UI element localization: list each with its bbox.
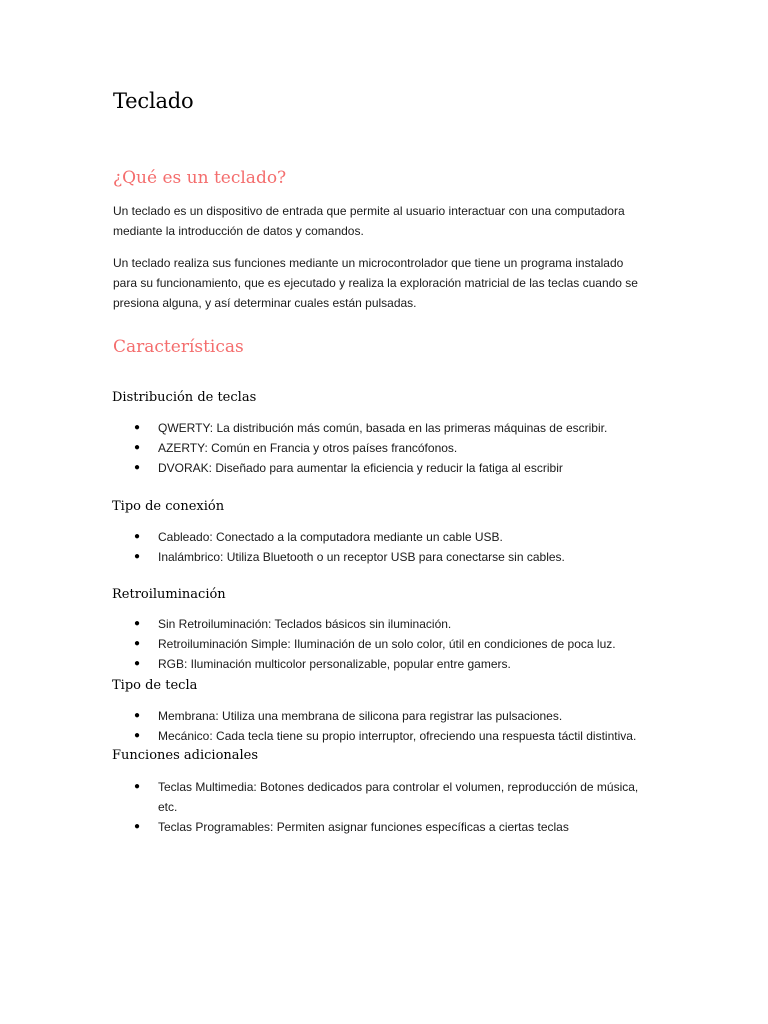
bullet-icon: ●: [134, 638, 141, 649]
paragraph-line: presiona alguna, y así determinar cuales están pulsadas.: [113, 296, 417, 310]
subheading-distribucion-de-teclas: Distribución de teclas: [112, 390, 257, 405]
bullet-icon: ●: [134, 710, 141, 721]
paragraph-line: para su funcionamiento, que es ejecutado y realiza la exploración matricial de las teclas cuando se: [113, 276, 638, 290]
list-item: ● AZERTY: Común en Francia y otros países francófonos.: [0, 438, 658, 458]
intro-paragraph-1: [113, 201, 653, 241]
bullet-icon: ●: [134, 781, 141, 792]
heading-caracteristicas: Características: [113, 337, 244, 357]
list-item: ● Inalámbrico: Utiliza Bluetooth o un receptor USB para conectarse sin cables.: [0, 547, 658, 567]
subheading-retroiluminacion: Retroiluminación: [112, 587, 226, 602]
paragraph-line: Un teclado realiza sus funciones mediante un microcontrolador que tiene un programa instalado: [113, 256, 624, 270]
list-item: ● DVORAK: Diseñado para aumentar la eficiencia y reducir la fatiga al escribir: [0, 458, 658, 478]
document-title: Teclado: [113, 89, 194, 113]
list-tipo-de-conexion: [0, 527, 658, 567]
list-retroiluminacion: [0, 614, 658, 674]
bullet-icon: ●: [134, 618, 141, 629]
list-item: ● Mecánico: Cada tecla tiene su propio interruptor, ofreciendo una respuesta táctil distintiva.: [0, 726, 658, 746]
list-distribucion-de-teclas: [0, 418, 658, 478]
list-funciones-adicionales: [0, 777, 658, 837]
intro-paragraph-2: [113, 253, 653, 313]
bullet-icon: ●: [134, 422, 141, 433]
bullet-icon: ●: [134, 658, 141, 669]
list-tipo-de-tecla: [0, 706, 658, 746]
list-item: ● Sin Retroiluminación: Teclados básicos sin iluminación.: [0, 614, 658, 634]
bullet-icon: ●: [134, 442, 141, 453]
bullet-icon: ●: [134, 551, 141, 562]
subheading-tipo-de-conexion: Tipo de conexión: [112, 499, 225, 514]
list-item: ● Cableado: Conectado a la computadora mediante un cable USB.: [0, 527, 658, 547]
list-item: ● Retroiluminación Simple: Iluminación de un solo color, útil en condiciones de poca luz.: [0, 634, 658, 654]
paragraph-line: mediante la introducción de datos y comandos.: [113, 224, 364, 238]
bullet-icon: ●: [134, 730, 141, 741]
bullet-icon: ●: [134, 821, 141, 832]
list-item: ● Teclas Multimedia: Botones dedicados para controlar el volumen, reproducción de música, etc.: [0, 777, 658, 817]
bullet-icon: ●: [134, 531, 141, 542]
heading-que-es-un-teclado: ¿Qué es un teclado?: [113, 168, 287, 188]
bullet-icon: ●: [134, 462, 141, 473]
list-item: ● Membrana: Utiliza una membrana de silicona para registrar las pulsaciones.: [0, 706, 658, 726]
subheading-funciones-adicionales: Funciones adicionales: [112, 748, 259, 763]
list-item: ● Teclas Programables: Permiten asignar funciones específicas a ciertas teclas: [0, 817, 658, 837]
subheading-tipo-de-tecla: Tipo de tecla: [112, 678, 198, 693]
paragraph-line: Un teclado es un dispositivo de entrada que permite al usuario interactuar con una computadora: [113, 204, 625, 218]
list-item: ● RGB: Iluminación multicolor personalizable, popular entre gamers.: [0, 654, 658, 674]
list-item: ● QWERTY: La distribución más común, basada en las primeras máquinas de escribir.: [0, 418, 658, 438]
